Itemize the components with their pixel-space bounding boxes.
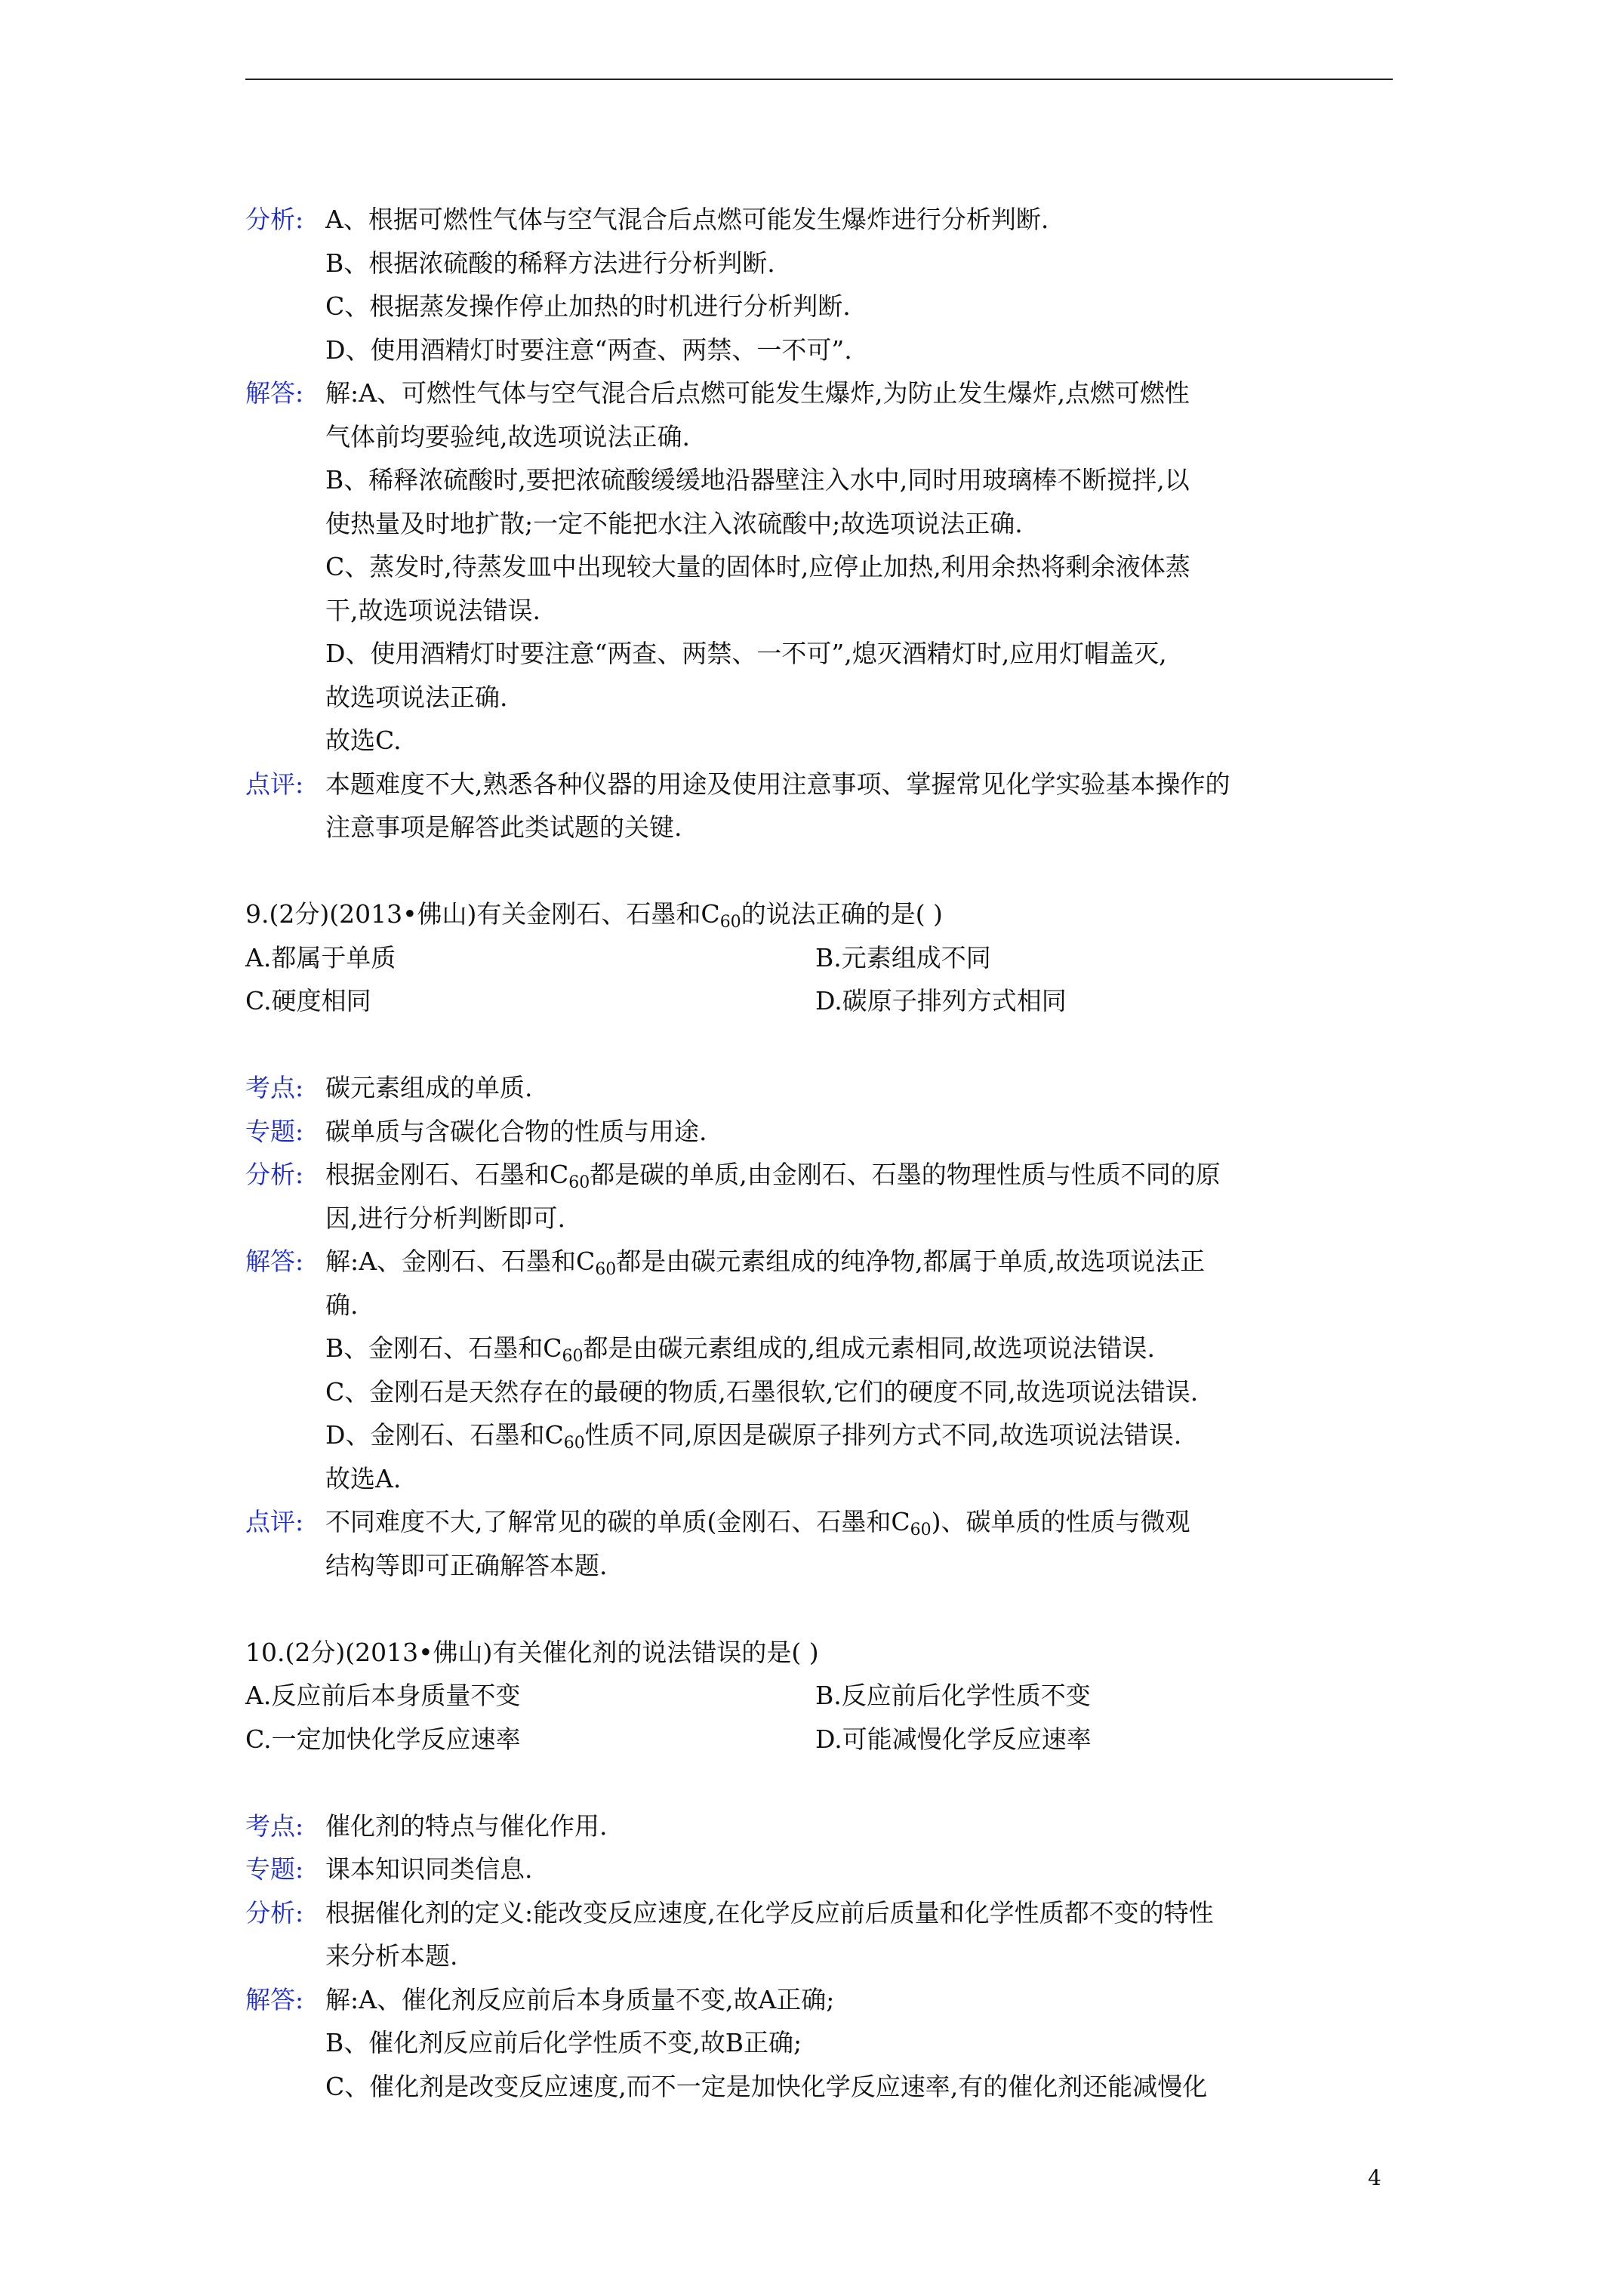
subscript-60: 60 — [568, 1173, 590, 1192]
comment-label: 点评: — [245, 1507, 304, 1536]
q9-answer-line: D、金刚石、石墨和$C_{60}$性质不同,原因是碳原子排列方式不同,故选项说法错误. — [325, 1420, 1182, 1453]
q10-topic-line: 考点: 催化剂的特点与催化作用. — [245, 1804, 1400, 1848]
q10-special-line: 专题: 课本知识同类信息. — [245, 1848, 1400, 1891]
q9-stem: 9.(2分)(2013•佛山)有关金刚石、石墨和$C_{60}$的说法正确的是( ) — [245, 899, 943, 932]
subscript-60: 60 — [595, 1260, 617, 1279]
q9-analysis-line: 分析: 根据金刚石、石墨和$C_{60}$都是碳的单质,由金刚石、石墨的物理性质与性质不同的原 — [245, 1153, 1400, 1197]
special-label: 专题: — [245, 1854, 304, 1884]
q9-option-a: A.都属于单质 — [245, 942, 396, 972]
q9-special-line: 专题: 碳单质与含碳化合物的性质与用途. — [245, 1110, 1400, 1154]
q10-answer-line: B、催化剂反应前后化学性质不变,故B正确; — [325, 2028, 802, 2057]
q9-comment-line: 点评: 不同难度不大,了解常见的碳的单质(金刚石、石墨和$C_{60}$)、碳单质的性质与微观 — [245, 1500, 1400, 1544]
q9-answer-line: B、金刚石、石墨和$C_{60}$都是由碳元素组成的,组成元素相同,故选项说法错误. — [325, 1333, 1155, 1366]
q10-option-a: A.反应前后本身质量不变 — [245, 1681, 521, 1710]
q9-answer-line: 确. — [325, 1290, 359, 1320]
q9-options-row — [245, 936, 1400, 980]
q8-analysis-line: 分析: A、根据可燃性气体与空气混合后点燃可能发生爆炸进行分析判断. — [245, 198, 1400, 242]
q8-analysis-line: C、根据蒸发操作停止加热的时机进行分析判断. — [325, 291, 851, 321]
q8-answer-line: B、稀释浓硫酸时,要把浓硫酸缓缓地沿器壁注入水中,同时用玻璃棒不断搅拌,以 — [325, 465, 1190, 495]
topic-label: 考点: — [245, 1811, 304, 1841]
page-number: 4 — [1368, 2165, 1381, 2190]
q10-option-d: D.可能减慢化学反应速率 — [815, 1724, 1092, 1754]
q9-answer-line: 解答: 解:A、金刚石、石墨和$C_{60}$都是由碳元素组成的纯净物,都属于单质,故选项说法正 — [245, 1240, 1400, 1284]
q8-answer-line: 故选C. — [325, 726, 402, 755]
q9-option-d: D.碳原子排列方式相同 — [815, 986, 1067, 1015]
q8-comment-line: 注意事项是解答此类试题的关键. — [325, 812, 682, 842]
q9-comment-line: 结构等即可正确解答本题. — [325, 1550, 608, 1580]
q8-answer-line: C、蒸发时,待蒸发皿中出现较大量的固体时,应停止加热,利用余热将剩余液体蒸 — [325, 552, 1190, 581]
q8-answer-line: 解答: 解:A、可燃性气体与空气混合后点燃可能发生爆炸,为防止发生爆炸,点燃可燃性 — [245, 371, 1400, 415]
q10-answer-line: 解答: 解:A、催化剂反应前后本身质量不变,故A正确; — [245, 1978, 1400, 2022]
q10-analysis-line: 分析: 根据催化剂的定义:能改变反应速度,在化学反应前后质量和化学性质都不变的特性 — [245, 1891, 1400, 1935]
q8-analysis-line: B、根据浓硫酸的稀释方法进行分析判断. — [325, 248, 775, 278]
q9-option-b: B.元素组成不同 — [815, 942, 991, 972]
q9-answer-line: C、金刚石是天然存在的最硬的物质,石墨很软,它们的硬度不同,故选项说法错误. — [325, 1376, 1199, 1407]
q8-answer-line: 故选项说法正确. — [325, 682, 508, 712]
special-label: 专题: — [245, 1116, 304, 1146]
q10-option-b: B.反应前后化学性质不变 — [815, 1681, 1091, 1710]
subscript-60: 60 — [563, 1434, 585, 1453]
answer-label: 解答: — [245, 378, 304, 408]
q10-option-c: C.一定加快化学反应速率 — [245, 1724, 521, 1754]
subscript-60: 60 — [910, 1521, 932, 1539]
q8-analysis-line: D、使用酒精灯时要注意“两查、两禁、一不可”. — [325, 334, 852, 365]
topic-label: 考点: — [245, 1073, 304, 1102]
q9-topic-line: 考点: 碳元素组成的单质. — [245, 1066, 1400, 1110]
q10-stem: 10.(2分)(2013•佛山)有关催化剂的说法错误的是( ) — [245, 1637, 819, 1667]
analysis-label: 分析: — [245, 1160, 304, 1189]
subscript-60: 60 — [719, 913, 741, 932]
analysis-label: 分析: — [245, 205, 304, 234]
header-rule — [245, 79, 1393, 80]
comment-label: 点评: — [245, 769, 304, 799]
q8-answer-line: 使热量及时地扩散;一定不能把水注入浓硫酸中;故选项说法正确. — [325, 508, 1023, 538]
q10-analysis-line: 来分析本题. — [325, 1941, 458, 1971]
analysis-label: 分析: — [245, 1897, 304, 1928]
q9-analysis-line: 因,进行分析判断即可. — [325, 1203, 565, 1233]
page-content — [245, 198, 1400, 2108]
q10-answer-line: C、催化剂是改变反应速度,而不一定是加快化学反应速率,有的催化剂还能减慢化 — [325, 2071, 1208, 2101]
answer-label: 解答: — [245, 1247, 304, 1276]
q10-options-row — [245, 1718, 1400, 1761]
q8-answer-line: D、使用酒精灯时要注意“两查、两禁、一不可”,熄灭酒精灯时,应用灯帽盖灭, — [325, 639, 1167, 668]
q10-options-row — [245, 1674, 1400, 1718]
q9-options-row — [245, 979, 1400, 1023]
q9-option-c: C.硬度相同 — [245, 986, 371, 1015]
answer-label: 解答: — [245, 1984, 304, 2014]
q8-comment-line: 点评: 本题难度不大,熟悉各种仪器的用途及使用注意事项、掌握常见化学实验基本操作的 — [245, 763, 1400, 806]
q9-answer-line: 故选A. — [325, 1463, 402, 1493]
q8-answer-line: 气体前均要验纯,故选项说法正确. — [325, 421, 690, 451]
subscript-60: 60 — [562, 1347, 584, 1366]
q8-answer-line: 干,故选项说法错误. — [325, 595, 540, 625]
